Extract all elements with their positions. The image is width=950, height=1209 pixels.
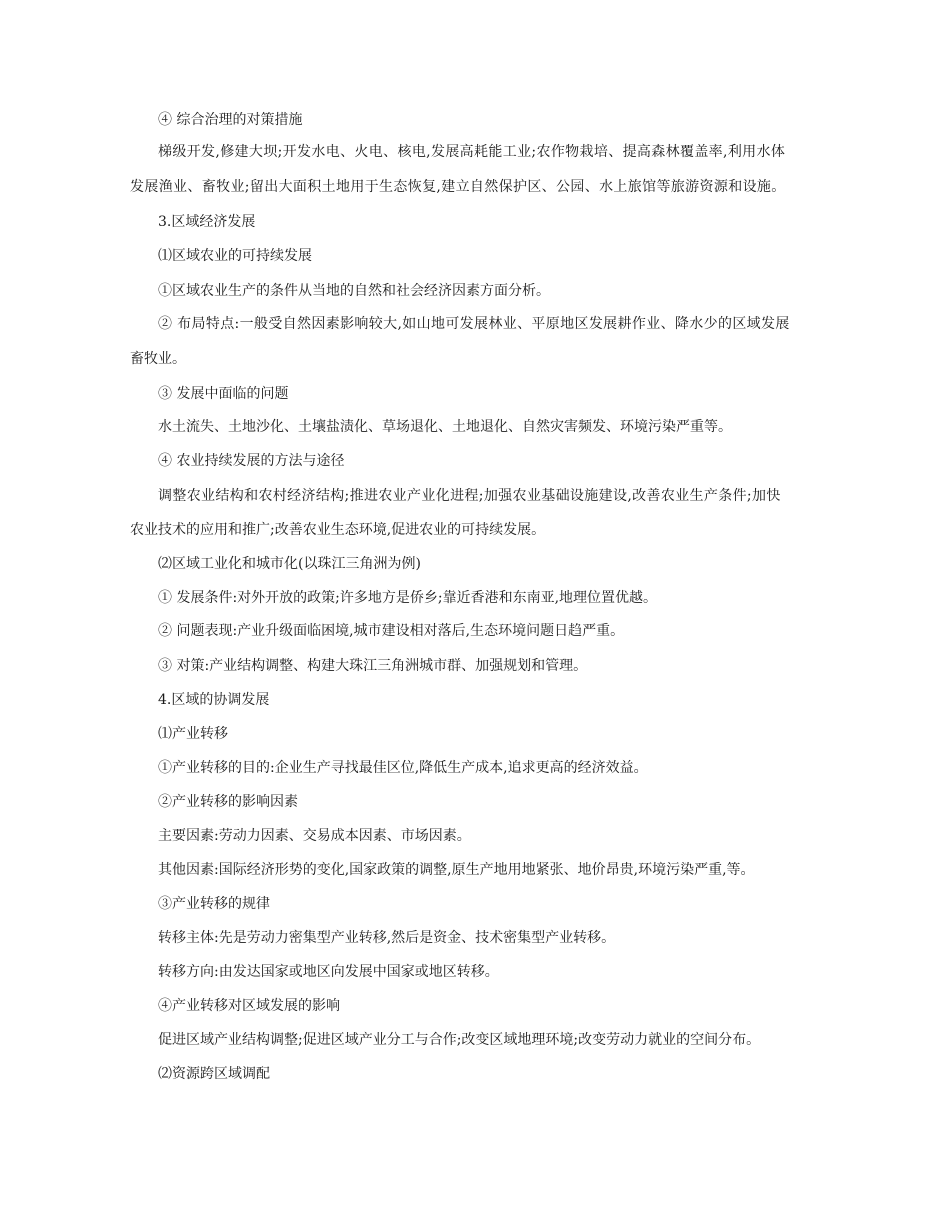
subsection-heading: ⑵资源跨区域调配 bbox=[158, 1066, 270, 1082]
text-line: ④ 综合治理的对策措施 bbox=[158, 112, 303, 128]
text-line: ① 发展条件:对外开放的政策;许多地方是侨乡;靠近香港和东南亚,地理位置优越。 bbox=[158, 590, 658, 606]
text-line: 梯级开发,修建大坝;开发水电、火电、核电,发展高耗能工业;农作物栽培、提高森林覆盖率,利用水体 bbox=[158, 144, 786, 160]
text-line: ④ 农业持续发展的方法与途径 bbox=[158, 453, 345, 469]
text-line: 畜牧业。 bbox=[130, 351, 186, 367]
text-line: ②产业转移的影响因素 bbox=[158, 794, 298, 810]
text-line: 促进区域产业结构调整;促进区域产业分工与合作;改变区域地理环境;改变劳动力就业的空间分布。 bbox=[158, 1032, 761, 1048]
section-heading: 3.区域经济发展 bbox=[158, 214, 256, 230]
text-line: ③产业转移的规律 bbox=[158, 896, 270, 912]
text-line: ③ 发展中面临的问题 bbox=[158, 386, 289, 402]
subsection-heading: ⑵区域工业化和城市化(以珠江三角洲为例) bbox=[158, 556, 421, 572]
section-heading: 4.区域的协调发展 bbox=[158, 692, 270, 708]
text-line: ② 布局特点:一般受自然因素影响较大,如山地可发展林业、平原地区发展耕作业、降水少的区域发展 bbox=[158, 316, 790, 332]
text-line: ①产业转移的目的:企业生产寻找最佳区位,降低生产成本,追求更高的经济效益。 bbox=[158, 760, 648, 776]
text-line: ①区域农业生产的条件从当地的自然和社会经济因素方面分析。 bbox=[158, 283, 550, 299]
text-line: 发展渔业、畜牧业;留出大面积土地用于生态恢复,建立自然保护区、公园、水上旅馆等旅游资源和设施。 bbox=[130, 179, 786, 195]
subsection-heading: ⑴区域农业的可持续发展 bbox=[158, 248, 312, 264]
text-line: 转移方向:由发达国家或地区向发展中国家或地区转移。 bbox=[158, 964, 499, 980]
text-line: 其他因素:国际经济形势的变化,国家政策的调整,原生产地用地紧张、地价昂贵,环境污染严重,等。 bbox=[158, 862, 755, 878]
text-line: 主要因素:劳动力因素、交易成本因素、市场因素。 bbox=[158, 828, 471, 844]
subsection-heading: ⑴产业转移 bbox=[158, 726, 228, 742]
text-line: 水土流失、土地沙化、土壤盐渍化、草场退化、土地退化、自然灾害频发、环境污染严重等。 bbox=[158, 419, 732, 435]
text-line: ③ 对策:产业结构调整、构建大珠江三角洲城市群、加强规划和管理。 bbox=[158, 658, 588, 674]
text-line: 调整农业结构和农村经济结构;推进农业产业化进程;加强农业基础设施建设,改善农业生产条件;加快 bbox=[158, 488, 781, 504]
text-line: 农业技术的应用和推广;改善农业生态环境,促进农业的可持续发展。 bbox=[130, 522, 546, 538]
text-line: 转移主体:先是劳动力密集型产业转移,然后是资金、技术密集型产业转移。 bbox=[158, 930, 616, 946]
text-line: ② 问题表现:产业升级面临困境,城市建设相对落后,生态环境问题日趋严重。 bbox=[158, 623, 625, 639]
text-line: ④产业转移对区域发展的影响 bbox=[158, 998, 340, 1014]
